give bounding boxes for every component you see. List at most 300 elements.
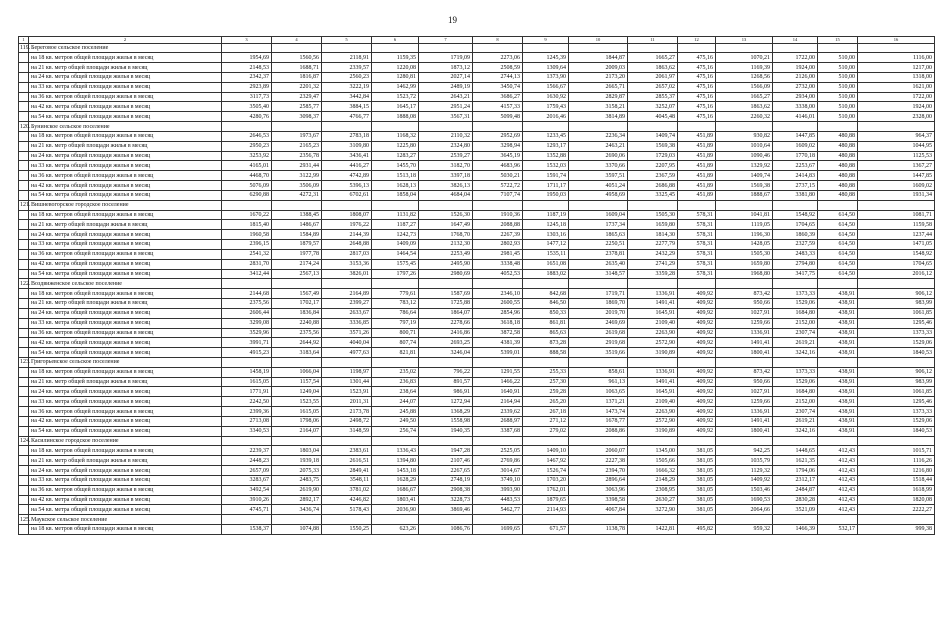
value-cell: 1373,33 bbox=[773, 367, 818, 377]
value-cell: 1684,80 bbox=[773, 387, 818, 397]
value-cell: 5099,48 bbox=[473, 112, 523, 122]
value-cell: 3242,16 bbox=[773, 348, 818, 358]
value-cell: 1196,30 bbox=[716, 230, 773, 240]
value-cell: 1621,35 bbox=[773, 456, 818, 466]
empty-cell bbox=[628, 358, 678, 368]
empty-cell bbox=[773, 515, 818, 525]
empty-cell bbox=[272, 358, 322, 368]
empty-cell bbox=[523, 358, 569, 368]
value-cell: 2619,21 bbox=[773, 416, 818, 426]
value-cell: 409,92 bbox=[678, 328, 716, 338]
value-cell: 1159,58 bbox=[858, 220, 935, 230]
value-cell: 783,12 bbox=[372, 299, 419, 309]
value-cell: 3826,13 bbox=[419, 181, 473, 191]
value-cell: 1797,26 bbox=[372, 269, 419, 279]
value-cell: 267,18 bbox=[523, 407, 569, 417]
value-cell: 2242,50 bbox=[222, 397, 272, 407]
row-label: на 54 кв. метра общей площади жилья в месяц bbox=[29, 505, 222, 515]
value-cell: 1453,18 bbox=[372, 466, 419, 476]
value-cell: 2644,92 bbox=[272, 338, 322, 348]
table-row bbox=[19, 161, 935, 171]
value-cell: 3381,80 bbox=[773, 190, 818, 200]
empty-cell bbox=[222, 279, 272, 289]
value-cell: 412,43 bbox=[818, 466, 858, 476]
value-cell: 1027,91 bbox=[716, 308, 773, 318]
value-cell: 2164,89 bbox=[322, 289, 372, 299]
value-cell: 1615,05 bbox=[222, 377, 272, 387]
value-cell: 257,30 bbox=[523, 377, 569, 387]
value-cell: 842,68 bbox=[523, 289, 569, 299]
value-cell: 1458,19 bbox=[222, 367, 272, 377]
value-cell: 3222,19 bbox=[322, 82, 372, 92]
section-row bbox=[19, 436, 935, 446]
column-number: 4 bbox=[272, 37, 322, 44]
value-cell: 2732,00 bbox=[773, 82, 818, 92]
value-cell: 614,50 bbox=[818, 220, 858, 230]
value-cell: 3521,09 bbox=[773, 505, 818, 515]
value-cell: 4246,82 bbox=[322, 495, 372, 505]
value-cell: 906,12 bbox=[858, 367, 935, 377]
row-label: на 33 кв. метра общей площади жилья в месяц bbox=[29, 82, 222, 92]
row-index-cell bbox=[19, 387, 29, 397]
value-cell: 1373,90 bbox=[523, 72, 569, 82]
value-cell: 1670,22 bbox=[222, 210, 272, 220]
value-cell: 1233,45 bbox=[523, 131, 569, 141]
table-row bbox=[19, 318, 935, 328]
row-index-cell bbox=[19, 485, 29, 495]
value-cell: 614,50 bbox=[818, 210, 858, 220]
budget-table-sheet bbox=[18, 36, 932, 535]
value-cell: 1467,92 bbox=[523, 456, 569, 466]
value-cell: 2619,68 bbox=[569, 328, 628, 338]
value-cell: 2855,37 bbox=[628, 92, 678, 102]
empty-cell bbox=[272, 43, 322, 53]
value-cell: 1216,80 bbox=[858, 466, 935, 476]
value-cell: 3910,26 bbox=[222, 495, 272, 505]
value-cell: 271,12 bbox=[523, 416, 569, 426]
table-row bbox=[19, 63, 935, 73]
section-row bbox=[19, 358, 935, 368]
value-cell: 1259,66 bbox=[716, 397, 773, 407]
value-cell: 850,33 bbox=[523, 308, 569, 318]
value-cell: 1373,33 bbox=[773, 289, 818, 299]
empty-cell bbox=[222, 436, 272, 446]
value-cell: 1486,67 bbox=[272, 220, 322, 230]
value-cell: 265,20 bbox=[523, 397, 569, 407]
value-cell: 614,50 bbox=[818, 230, 858, 240]
value-cell: 1245,18 bbox=[523, 220, 569, 230]
value-cell: 1977,78 bbox=[272, 249, 322, 259]
value-cell: 6290,88 bbox=[222, 190, 272, 200]
value-cell: 1645,91 bbox=[628, 387, 678, 397]
value-cell: 1131,82 bbox=[372, 210, 419, 220]
value-cell: 5462,77 bbox=[473, 505, 523, 515]
value-cell: 2934,00 bbox=[773, 92, 818, 102]
table-row bbox=[19, 505, 935, 515]
row-label: на 21 кв. метр общей площади жилья в месяц bbox=[29, 299, 222, 309]
value-cell: 4157,33 bbox=[473, 102, 523, 112]
value-cell: 3338,48 bbox=[473, 259, 523, 269]
value-cell: 1293,17 bbox=[523, 141, 569, 151]
value-cell: 3325,45 bbox=[628, 190, 678, 200]
value-cell: 451,89 bbox=[678, 171, 716, 181]
value-cell: 2164,07 bbox=[272, 426, 322, 436]
row-index-cell bbox=[19, 377, 29, 387]
value-cell: 1368,29 bbox=[419, 407, 473, 417]
value-cell: 1584,89 bbox=[272, 230, 322, 240]
table-row bbox=[19, 456, 935, 466]
table-row bbox=[19, 151, 935, 161]
value-cell: 1061,85 bbox=[858, 387, 935, 397]
value-cell: 2277,79 bbox=[628, 240, 678, 250]
value-cell: 3450,74 bbox=[473, 82, 523, 92]
value-cell: 1879,57 bbox=[272, 240, 322, 250]
value-cell: 2144,39 bbox=[322, 230, 372, 240]
row-index-cell bbox=[19, 230, 29, 240]
value-cell: 1659,80 bbox=[716, 259, 773, 269]
value-cell: 3436,41 bbox=[322, 151, 372, 161]
value-cell: 3370,66 bbox=[569, 161, 628, 171]
value-cell: 4165,01 bbox=[222, 161, 272, 171]
value-cell: 1666,32 bbox=[628, 466, 678, 476]
value-cell: 623,26 bbox=[372, 525, 419, 535]
value-cell: 1373,33 bbox=[858, 407, 935, 417]
value-cell: 2165,23 bbox=[272, 141, 322, 151]
table-row bbox=[19, 230, 935, 240]
value-cell: 5396,13 bbox=[322, 181, 372, 191]
value-cell: 2173,78 bbox=[322, 407, 372, 417]
value-cell: 1560,56 bbox=[272, 53, 322, 63]
table-row bbox=[19, 348, 935, 358]
empty-cell bbox=[678, 43, 716, 53]
value-cell: 4272,31 bbox=[272, 190, 322, 200]
empty-cell bbox=[569, 279, 628, 289]
value-cell: 2027,14 bbox=[419, 72, 473, 82]
value-cell: 2525,05 bbox=[473, 446, 523, 456]
value-cell: 1879,65 bbox=[523, 495, 569, 505]
value-cell: 3299,08 bbox=[222, 318, 272, 328]
value-cell: 961,13 bbox=[569, 377, 628, 387]
value-cell: 2329,47 bbox=[272, 92, 322, 102]
value-cell: 3505,40 bbox=[222, 102, 272, 112]
table-row bbox=[19, 190, 935, 200]
section-name: Григорьевское сельское поселение bbox=[29, 358, 222, 368]
row-index-cell bbox=[19, 367, 29, 377]
value-cell: 4468,70 bbox=[222, 171, 272, 181]
value-cell: 475,16 bbox=[678, 82, 716, 92]
value-cell: 2737,15 bbox=[773, 181, 818, 191]
value-cell: 1119,05 bbox=[716, 220, 773, 230]
value-cell: 2273,06 bbox=[473, 53, 523, 63]
value-cell: 1526,74 bbox=[523, 466, 569, 476]
empty-cell bbox=[716, 515, 773, 525]
value-cell: 2396,15 bbox=[222, 240, 272, 250]
row-label: на 42 кв. метра общей площади жилья в месяц bbox=[29, 259, 222, 269]
value-cell: 2744,13 bbox=[473, 72, 523, 82]
value-cell: 2633,67 bbox=[322, 308, 372, 318]
value-cell: 1704,65 bbox=[773, 220, 818, 230]
value-cell: 438,91 bbox=[818, 387, 858, 397]
value-cell: 4051,24 bbox=[569, 181, 628, 191]
value-cell: 1409,92 bbox=[716, 475, 773, 485]
value-cell: 412,43 bbox=[818, 485, 858, 495]
value-cell: 1609,02 bbox=[773, 141, 818, 151]
value-cell: 438,91 bbox=[818, 407, 858, 417]
value-cell: 1863,62 bbox=[628, 63, 678, 73]
value-cell: 1973,67 bbox=[272, 131, 322, 141]
value-cell: 578,31 bbox=[678, 269, 716, 279]
empty-cell bbox=[419, 515, 473, 525]
value-cell: 4280,76 bbox=[222, 112, 272, 122]
value-cell: 1336,43 bbox=[372, 446, 419, 456]
value-cell: 4040,04 bbox=[322, 338, 372, 348]
empty-cell bbox=[716, 200, 773, 210]
value-cell: 3158,21 bbox=[569, 102, 628, 112]
value-cell: 1840,53 bbox=[858, 348, 935, 358]
row-label: на 24 кв. метра общей площади жилья в месяц bbox=[29, 466, 222, 476]
column-number: 3 bbox=[222, 37, 272, 44]
value-cell: 1523,72 bbox=[372, 92, 419, 102]
table-row bbox=[19, 397, 935, 407]
empty-cell bbox=[773, 436, 818, 446]
empty-cell bbox=[773, 279, 818, 289]
value-cell: 2794,80 bbox=[773, 259, 818, 269]
value-cell: 1950,03 bbox=[523, 190, 569, 200]
value-cell: 5030,21 bbox=[473, 171, 523, 181]
value-cell: 451,89 bbox=[678, 161, 716, 171]
section-name: Воздвиженское сельское поселение bbox=[29, 279, 222, 289]
value-cell: 1447,85 bbox=[773, 131, 818, 141]
value-cell: 1924,00 bbox=[858, 102, 935, 112]
empty-cell bbox=[322, 358, 372, 368]
row-label: на 42 кв. метра общей площади жилья в месяц bbox=[29, 495, 222, 505]
table-row bbox=[19, 102, 935, 112]
empty-cell bbox=[473, 200, 523, 210]
row-label: на 18 кв. метров общей площади жилья в месяц bbox=[29, 525, 222, 535]
empty-cell bbox=[569, 436, 628, 446]
table-row bbox=[19, 299, 935, 309]
value-cell: 1394,80 bbox=[372, 456, 419, 466]
value-cell: 1976,22 bbox=[322, 220, 372, 230]
value-cell: 1505,30 bbox=[716, 249, 773, 259]
value-cell: 2009,03 bbox=[569, 63, 628, 73]
value-cell: 1883,02 bbox=[523, 269, 569, 279]
empty-cell bbox=[818, 200, 858, 210]
value-cell: 1703,20 bbox=[523, 475, 569, 485]
value-cell: 2107,46 bbox=[419, 456, 473, 466]
value-cell: 2174,24 bbox=[272, 259, 322, 269]
row-label: на 21 кв. метр общей площади жилья в месяц bbox=[29, 456, 222, 466]
value-cell: 1066,04 bbox=[272, 367, 322, 377]
value-cell: 279,02 bbox=[523, 426, 569, 436]
value-cell: 1505,30 bbox=[628, 210, 678, 220]
value-cell: 409,92 bbox=[678, 348, 716, 358]
value-cell: 510,00 bbox=[818, 102, 858, 112]
value-cell: 2416,86 bbox=[419, 328, 473, 338]
value-cell: 3567,31 bbox=[419, 112, 473, 122]
value-cell: 1295,46 bbox=[858, 318, 935, 328]
table-row bbox=[19, 495, 935, 505]
value-cell: 1659,80 bbox=[628, 220, 678, 230]
value-cell: 2896,64 bbox=[569, 475, 628, 485]
value-cell: 1548,92 bbox=[773, 210, 818, 220]
empty-cell bbox=[419, 436, 473, 446]
value-cell: 578,31 bbox=[678, 230, 716, 240]
row-index-cell bbox=[19, 53, 29, 63]
value-cell: 1063,65 bbox=[569, 387, 628, 397]
value-cell: 2802,93 bbox=[473, 240, 523, 250]
value-cell: 1860,39 bbox=[773, 230, 818, 240]
value-cell: 2648,88 bbox=[322, 240, 372, 250]
value-cell: 906,12 bbox=[858, 289, 935, 299]
value-cell: 1041,81 bbox=[716, 210, 773, 220]
row-label: на 21 кв. метр общей площади жилья в месяц bbox=[29, 141, 222, 151]
value-cell: 1471,05 bbox=[858, 240, 935, 250]
value-cell: 451,89 bbox=[678, 181, 716, 191]
row-label: на 42 кв. метра общей площади жилья в месяц bbox=[29, 416, 222, 426]
section-row bbox=[19, 200, 935, 210]
value-cell: 614,50 bbox=[818, 249, 858, 259]
value-cell: 2690,06 bbox=[569, 151, 628, 161]
value-cell: 4067,84 bbox=[569, 505, 628, 515]
value-cell: 1814,30 bbox=[628, 230, 678, 240]
value-cell: 2263,90 bbox=[628, 328, 678, 338]
value-cell: 409,92 bbox=[678, 407, 716, 417]
value-cell: 510,00 bbox=[818, 112, 858, 122]
value-cell: 2016,12 bbox=[858, 269, 935, 279]
empty-cell bbox=[222, 122, 272, 132]
empty-cell bbox=[569, 515, 628, 525]
value-cell: 3519,66 bbox=[569, 348, 628, 358]
value-cell: 1409,09 bbox=[372, 240, 419, 250]
section-row bbox=[19, 279, 935, 289]
value-cell: 1035,79 bbox=[716, 456, 773, 466]
value-cell: 888,58 bbox=[523, 348, 569, 358]
value-cell: 1090,46 bbox=[716, 151, 773, 161]
value-cell: 1336,91 bbox=[628, 289, 678, 299]
value-cell: 1651,08 bbox=[523, 259, 569, 269]
column-number: 7 bbox=[419, 37, 473, 44]
value-cell: 2152,00 bbox=[773, 318, 818, 328]
value-cell: 1309,64 bbox=[523, 63, 569, 73]
value-cell: 249,50 bbox=[372, 416, 419, 426]
value-cell: 2118,91 bbox=[322, 53, 372, 63]
value-cell: 1869,70 bbox=[569, 299, 628, 309]
value-cell: 2931,44 bbox=[272, 161, 322, 171]
value-cell: 4958,69 bbox=[569, 190, 628, 200]
value-cell: 4146,01 bbox=[773, 112, 818, 122]
value-cell: 480,88 bbox=[818, 151, 858, 161]
value-cell: 1061,85 bbox=[858, 308, 935, 318]
value-cell: 2236,34 bbox=[569, 131, 628, 141]
empty-cell bbox=[322, 43, 372, 53]
value-cell: 2657,09 bbox=[222, 466, 272, 476]
value-cell: 1711,17 bbox=[523, 181, 569, 191]
empty-cell bbox=[858, 436, 935, 446]
value-cell: 2713,08 bbox=[222, 416, 272, 426]
value-cell: 1462,99 bbox=[372, 82, 419, 92]
value-cell: 1187,27 bbox=[372, 220, 419, 230]
value-cell: 2484,87 bbox=[773, 485, 818, 495]
row-label: на 24 кв. метра общей площади жилья в месяц bbox=[29, 387, 222, 397]
value-cell: 2011,31 bbox=[322, 397, 372, 407]
value-cell: 6702,61 bbox=[322, 190, 372, 200]
value-cell: 2950,23 bbox=[222, 141, 272, 151]
value-cell: 235,02 bbox=[372, 367, 419, 377]
value-cell: 2495,90 bbox=[419, 259, 473, 269]
empty-cell bbox=[858, 43, 935, 53]
value-cell: 510,00 bbox=[818, 82, 858, 92]
value-cell: 451,89 bbox=[678, 151, 716, 161]
empty-cell bbox=[569, 200, 628, 210]
value-cell: 2630,27 bbox=[628, 495, 678, 505]
empty-cell bbox=[523, 122, 569, 132]
value-cell: 983,99 bbox=[858, 299, 935, 309]
value-cell: 1954,69 bbox=[222, 53, 272, 63]
value-cell: 480,88 bbox=[818, 131, 858, 141]
value-cell: 1628,29 bbox=[372, 475, 419, 485]
value-cell: 1722,00 bbox=[858, 92, 935, 102]
value-cell: 1081,71 bbox=[858, 210, 935, 220]
row-index-cell bbox=[19, 289, 29, 299]
value-cell: 1947,28 bbox=[419, 446, 473, 456]
value-cell: 1762,01 bbox=[523, 485, 569, 495]
value-cell: 1548,92 bbox=[858, 249, 935, 259]
row-label: на 54 кв. метра общей площади жилья в месяц bbox=[29, 426, 222, 436]
empty-cell bbox=[372, 279, 419, 289]
value-cell: 2201,32 bbox=[272, 82, 322, 92]
empty-cell bbox=[678, 200, 716, 210]
value-cell: 412,43 bbox=[818, 505, 858, 515]
value-cell: 2375,56 bbox=[272, 328, 322, 338]
value-cell: 5722,72 bbox=[473, 181, 523, 191]
row-label: на 42 кв. метра общей площади жилья в месяц bbox=[29, 338, 222, 348]
value-cell: 1678,77 bbox=[569, 416, 628, 426]
value-cell: 438,91 bbox=[818, 308, 858, 318]
row-label: на 18 кв. метров общей площади жилья в месяц bbox=[29, 289, 222, 299]
value-cell: 409,92 bbox=[678, 397, 716, 407]
row-index-cell bbox=[19, 466, 29, 476]
value-cell: 1513,18 bbox=[372, 171, 419, 181]
value-cell: 2399,36 bbox=[222, 407, 272, 417]
value-cell: 3014,67 bbox=[473, 466, 523, 476]
value-cell: 2132,30 bbox=[419, 240, 473, 250]
row-index-cell bbox=[19, 63, 29, 73]
value-cell: 1157,54 bbox=[272, 377, 322, 387]
value-cell: 5076,09 bbox=[222, 181, 272, 191]
row-index-cell bbox=[19, 446, 29, 456]
row-label: на 18 кв. метров общей площади жилья в месяц bbox=[29, 131, 222, 141]
section-index: 119. bbox=[20, 44, 31, 51]
value-cell: 1125,53 bbox=[858, 151, 935, 161]
value-cell: 4052,53 bbox=[473, 269, 523, 279]
empty-cell bbox=[628, 515, 678, 525]
table-row bbox=[19, 328, 935, 338]
value-cell: 1719,71 bbox=[569, 289, 628, 299]
value-cell: 1704,65 bbox=[858, 259, 935, 269]
value-cell: 1187,19 bbox=[523, 210, 569, 220]
value-cell: 1725,88 bbox=[419, 299, 473, 309]
empty-cell bbox=[523, 200, 569, 210]
value-cell: 412,43 bbox=[818, 475, 858, 485]
value-cell: 2585,77 bbox=[272, 102, 322, 112]
value-cell: 1455,70 bbox=[372, 161, 419, 171]
column-number: 13 bbox=[716, 37, 773, 44]
empty-cell bbox=[628, 43, 678, 53]
value-cell: 409,92 bbox=[678, 416, 716, 426]
value-cell: 2307,74 bbox=[773, 407, 818, 417]
value-cell: 409,92 bbox=[678, 299, 716, 309]
